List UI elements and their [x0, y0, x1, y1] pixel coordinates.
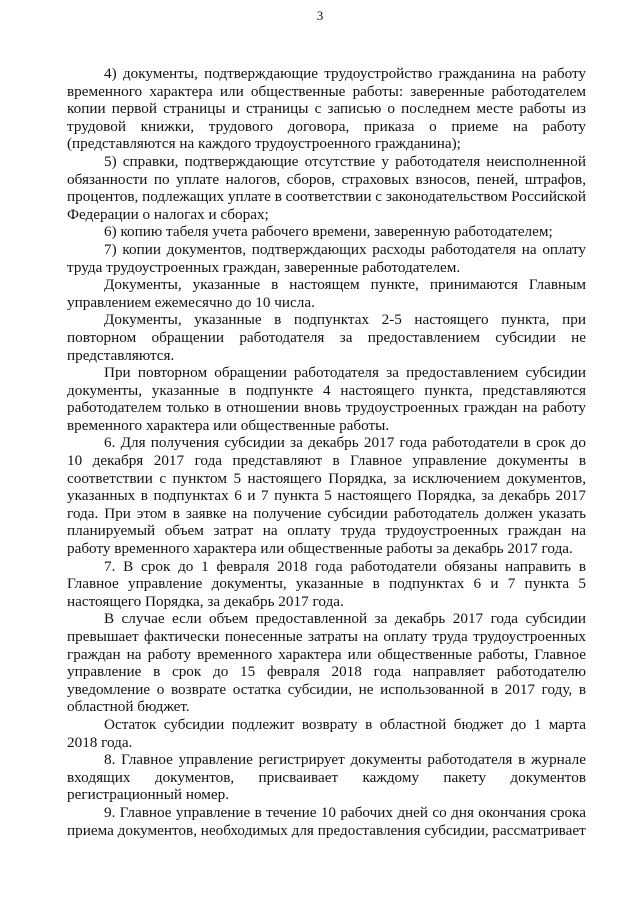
paragraph-item-7: 7) копии документов, подтверждающих расходы работодателя на оплату труда трудоустроенных граждан, заверенные работодателем. [67, 240, 586, 276]
paragraph-subsidy-excess: В случае если объем предоставленной за декабрь 2017 года субсидии превышает фактически понесенные затраты на оплату труда трудоустроенных граждан на работу временного характера или общественные работы, Главное управление в срок до 15 февраля 2018 года направляет работодателю уведомление о возврате остатка субсидии, не использованной в 2017 году, в областной бюджет. [67, 610, 586, 716]
page-number: 3 [316, 8, 324, 23]
paragraph-clause-7: 7. В срок до 1 февраля 2018 года работодатели обязаны направить в Главное управление документы, указанные в подпунктах 6 и 7 пункта 5 настоящего Порядка, за декабрь 2017 года. [67, 557, 586, 610]
paragraph-clause-8: 8. Главное управление регистрирует документы работодателя в журнале входящих документов, присваивает каждому пакету документов регистрационный номер. [67, 751, 586, 804]
document-body [67, 65, 586, 839]
paragraph-repeat-new-hires: При повторном обращении работодателя за предоставлением субсидии документы, указанные в подпункте 4 настоящего пункта, представляются работодателем только в отношении вновь трудоустроенных граждан на работу временного характера или общественные работы. [67, 364, 586, 434]
paragraph-subsidy-return: Остаток субсидии подлежит возврату в областной бюджет до 1 марта 2018 года. [67, 715, 586, 751]
paragraph-repeat-not-required: Документы, указанные в подпунктах 2-5 настоящего пункта, при повторном обращении работодателя за предоставлением субсидии не представляются. [67, 311, 586, 364]
paragraph-documents-monthly: Документы, указанные в настоящем пункте, принимаются Главным управлением ежемесячно до 10 числа. [67, 276, 586, 311]
paragraph-item-5: 5) справки, подтверждающие отсутствие у работодателя неисполненной обязанности по уплате налогов, сборов, страховых взносов, пеней, штрафов, процентов, подлежащих уплате в соответствии с законодательством Российской Федерации о налогах и сборах; [67, 152, 587, 223]
paragraph-clause-6: 6. Для получения субсидии за декабрь 2017 года работодатели в срок до 10 декабря 2017 года представляют в Главное управление документы в соответствии с пунктом 5 настоящего Порядка, за исключением документов, указанных в подпунктах 6 и 7 пункта 5 настоящего Порядка, за декабрь 2017 года. При этом в заявке на получение субсидии работодатель должен указать планируемый объем затрат на оплату труда трудоустроенных граждан на работу временного характера или общественные работы за декабрь 2017 года. [67, 434, 586, 558]
paragraph-item-6: 6) копию табеля учета рабочего времени, заверенную работодателем; [104, 223, 553, 241]
paragraph-clause-9: 9. Главное управление в течение 10 рабочих дней со дня окончания срока приема документов, необходимых для предоставления субсидии, рассматривает [67, 803, 586, 839]
paragraph-item-4: 4) документы, подтверждающие трудоустройство гражданина на работу временного характера или общественные работы: заверенные работодателем копии первой страницы и страницы с записью о последнем месте работы из трудовой книжки, трудового договора, приказа о приеме на работу (представляются на каждого трудоустроенного гражданина); [67, 65, 586, 153]
